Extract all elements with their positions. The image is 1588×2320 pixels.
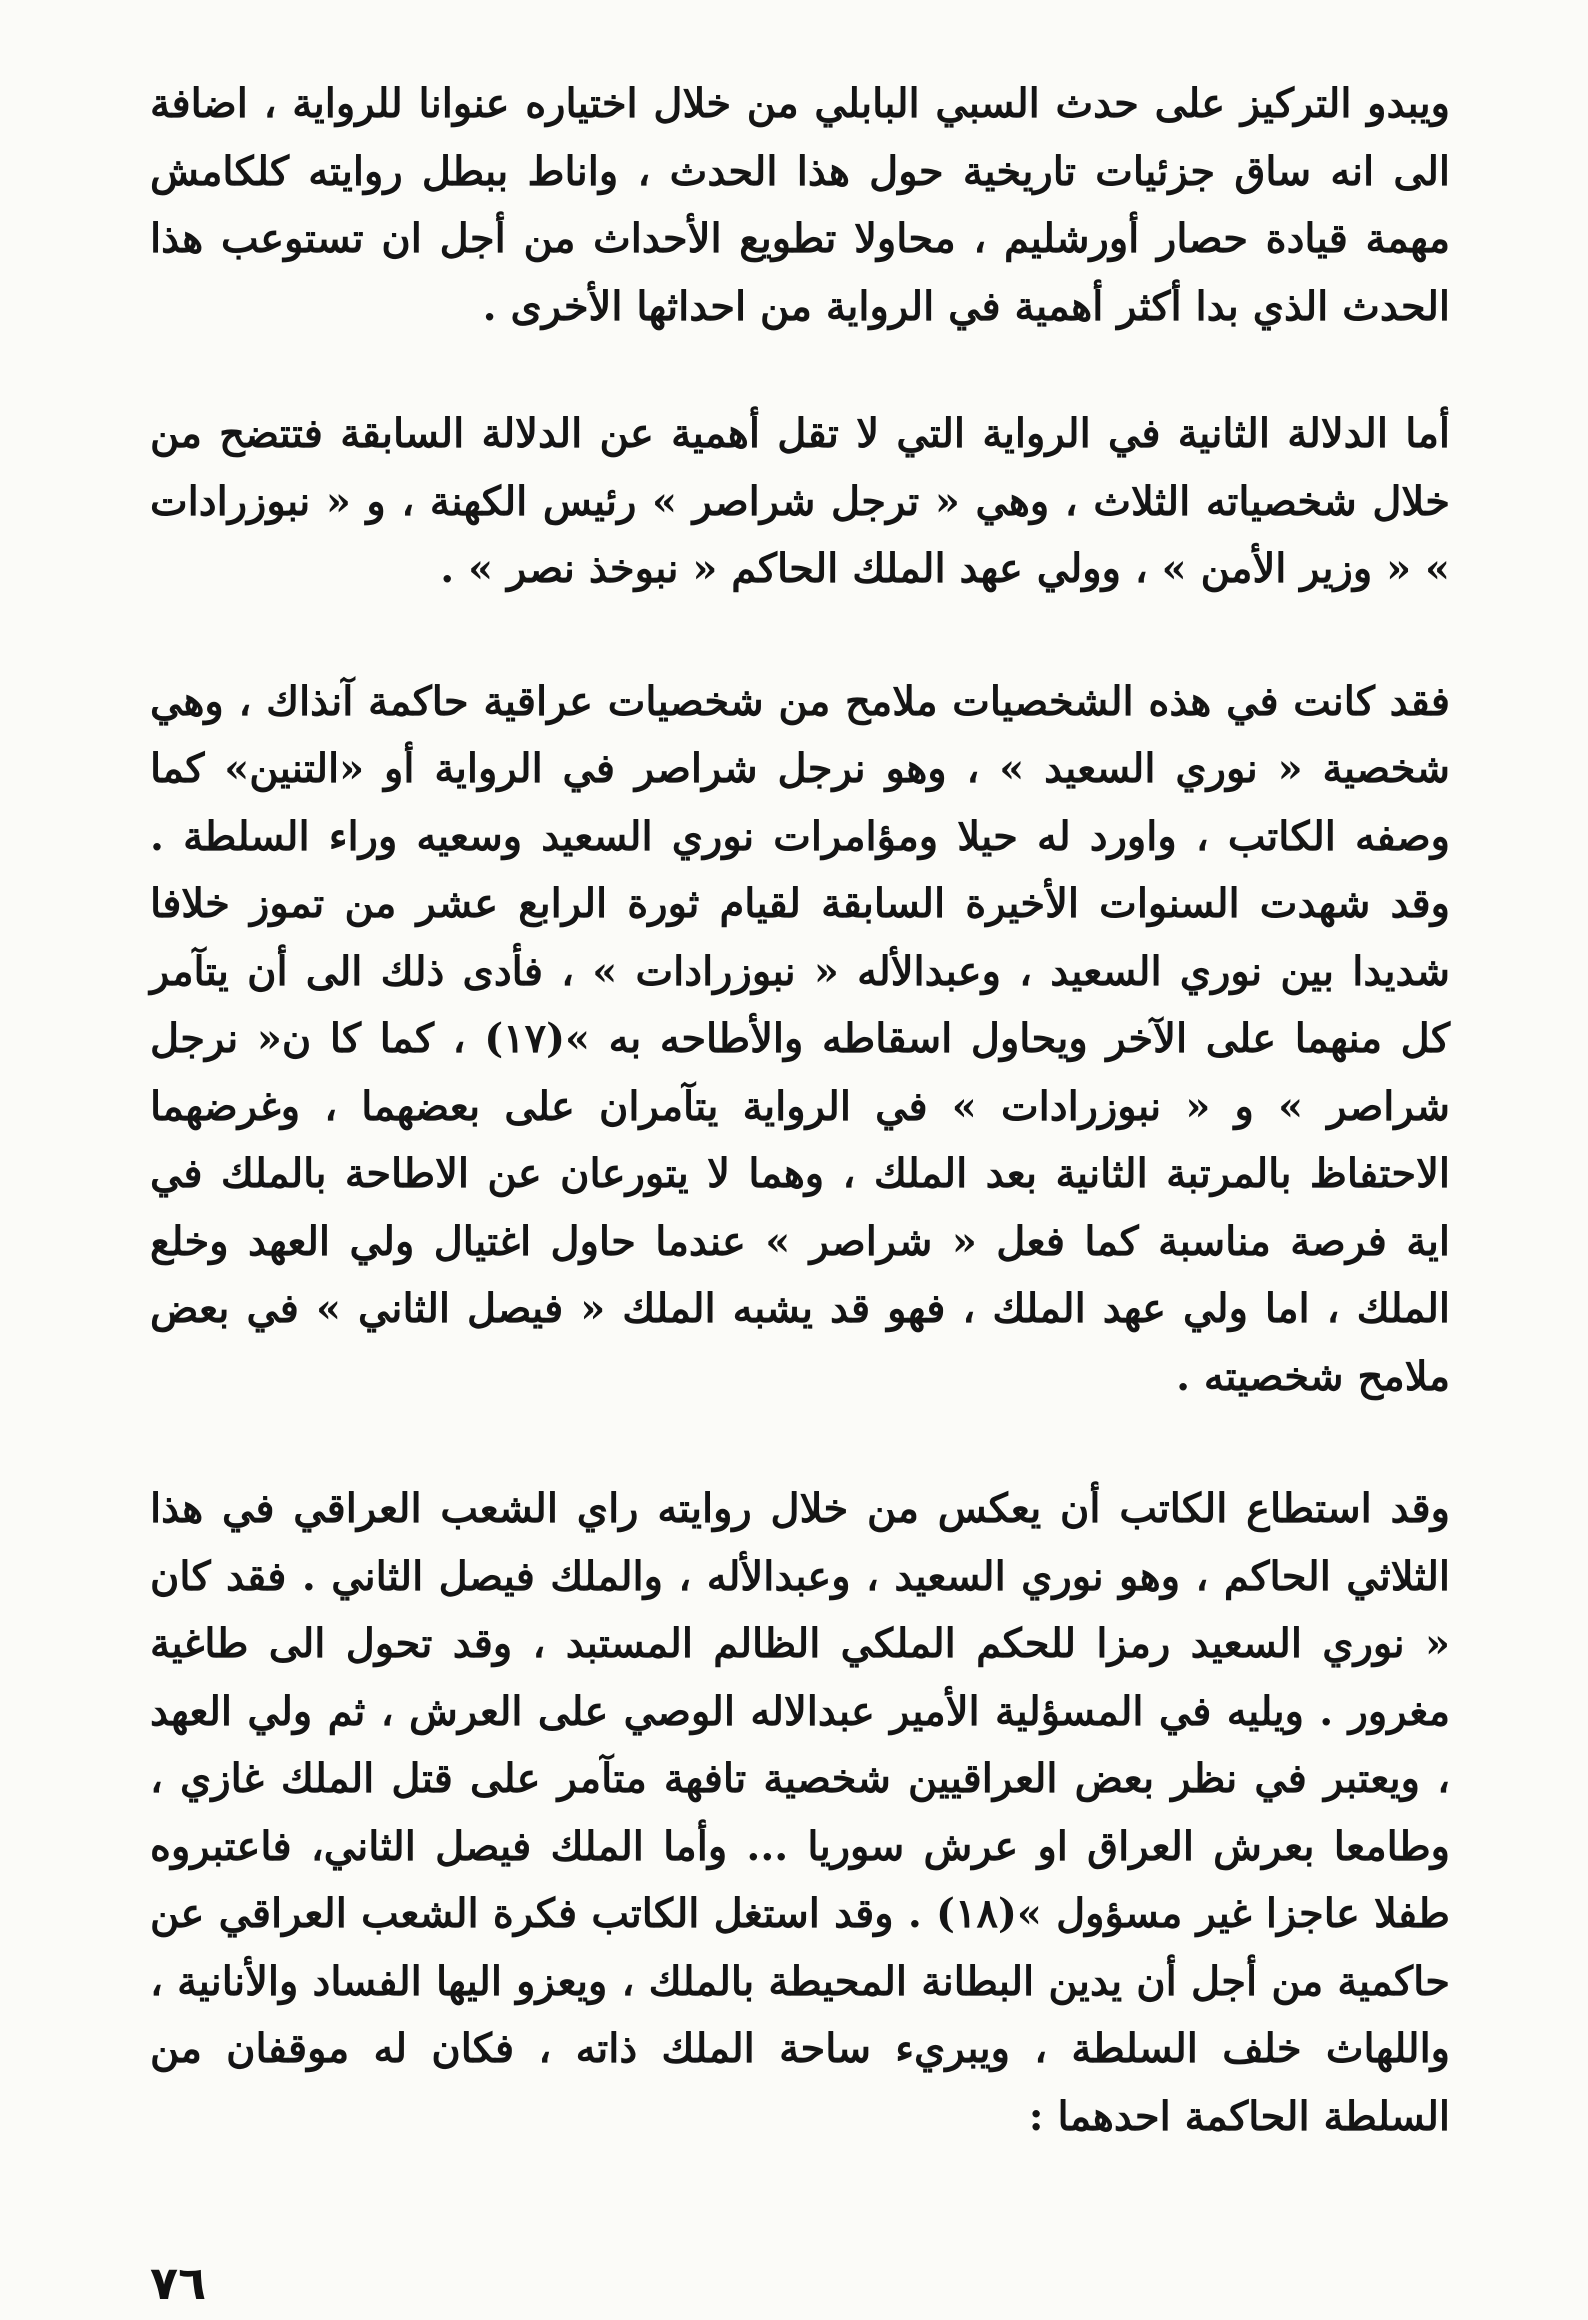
paragraph-babylonian-captivity: ويبدو التركيز على حدث السبي البابلي من خلال اختياره عنوانا للرواية ، اضافة الى انه ساق جزئيات تاريخية حول هذا الحدث ، واناط ببطل روايته كلكامش مهمة قيادة حصار أورشليم ، محاولا تطويع الأحداث من أجل ان تستوعب هذا الحدث الذي بدا أكثر أهمية في الرواية من احداثها الأخرى . <box>150 80 1450 330</box>
paragraph-second-significance: أما الدلالة الثانية في الرواية التي لا تقل أهمية عن الدلالة السابقة فتتضح من خلال شخصياته الثلاث ، وهي « ترجل شراصر » رئيس الكهنة ، و « نبوزرادات » « وزير الأمن » ، وولي عهد الملك الحاكم « نبوخذ نصر » . <box>150 410 1450 592</box>
book-page <box>150 70 1450 2310</box>
page-number: ٧٦ <box>150 2256 207 2310</box>
paragraph-iraqi-characters: فقد كانت في هذه الشخصيات ملامح من شخصيات عراقية حاكمة آنذاك ، وهي شخصية « نوري السعيد » ، وهو نرجل شراصر في الرواية أو «التنين» كما وصفه الكاتب ، واورد له حيلا ومؤامرات نوري السعيد وسعيه وراء السلطة . وقد شهدت السنوات الأخيرة السابقة لقيام ثورة الرابع عشر من تموز خلافا شديدا بين نوري السعيد ، وعبدالأله « نبوزرادات » ، فأدى ذلك الى أن يتآمر كل منهما على الآخر ويحاول اسقاطه والأطاحه به »(١٧) ، كما كا ن« نرجل شراصر » و « نبوزرادات » في الرواية يتآمران على بعضهما ، وغرضهما الاحتفاظ بالمرتبة الثانية بعد الملك ، وهما لا يتورعان عن الاطاحة بالملك في اية فرصة مناسبة كما فعل « شراصر » عندما حاول اغتيال ولي العهد وخلع الملك ، اما ولي عهد الملك ، فهو قد يشبه الملك « فيصل الثاني » في بعض ملامح شخصيته . <box>150 677 1450 1400</box>
paragraph-iraqi-public-opinion: وقد استطاع الكاتب أن يعكس من خلال روايته راي الشعب العراقي في هذا الثلاثي الحاكم ، وهو نوري السعيد ، وعبدالأله ، والملك فيصل الثاني . فقد كان « نوري السعيد رمزا للحكم الملكي الظالم المستبد ، وقد تحول الى طاغية مغرور . ويليه في المسؤلية الأمير عبدالاله الوصي على العرش ، ثم ولي العهد ، ويعتبر في نظر بعض العراقيين شخصية تافهة متآمر على قتل الملك غازي ، وطامعا بعرش العراق او عرش سوريا ... وأما الملك فيصل الثاني، فاعتبروه طفلا عاجزا غير مسؤول »(١٨) . وقد استغل الكاتب فكرة الشعب العراقي عن حاكمية من أجل أن يدين البطانة المحيطة بالملك ، ويعزو اليها الفساد والأنانية ، واللهاث خلف السلطة ، ويبريء ساحة الملك ذاته ، فكان له موقفان من السلطة الحاكمة احدهما : <box>150 1485 1451 2140</box>
